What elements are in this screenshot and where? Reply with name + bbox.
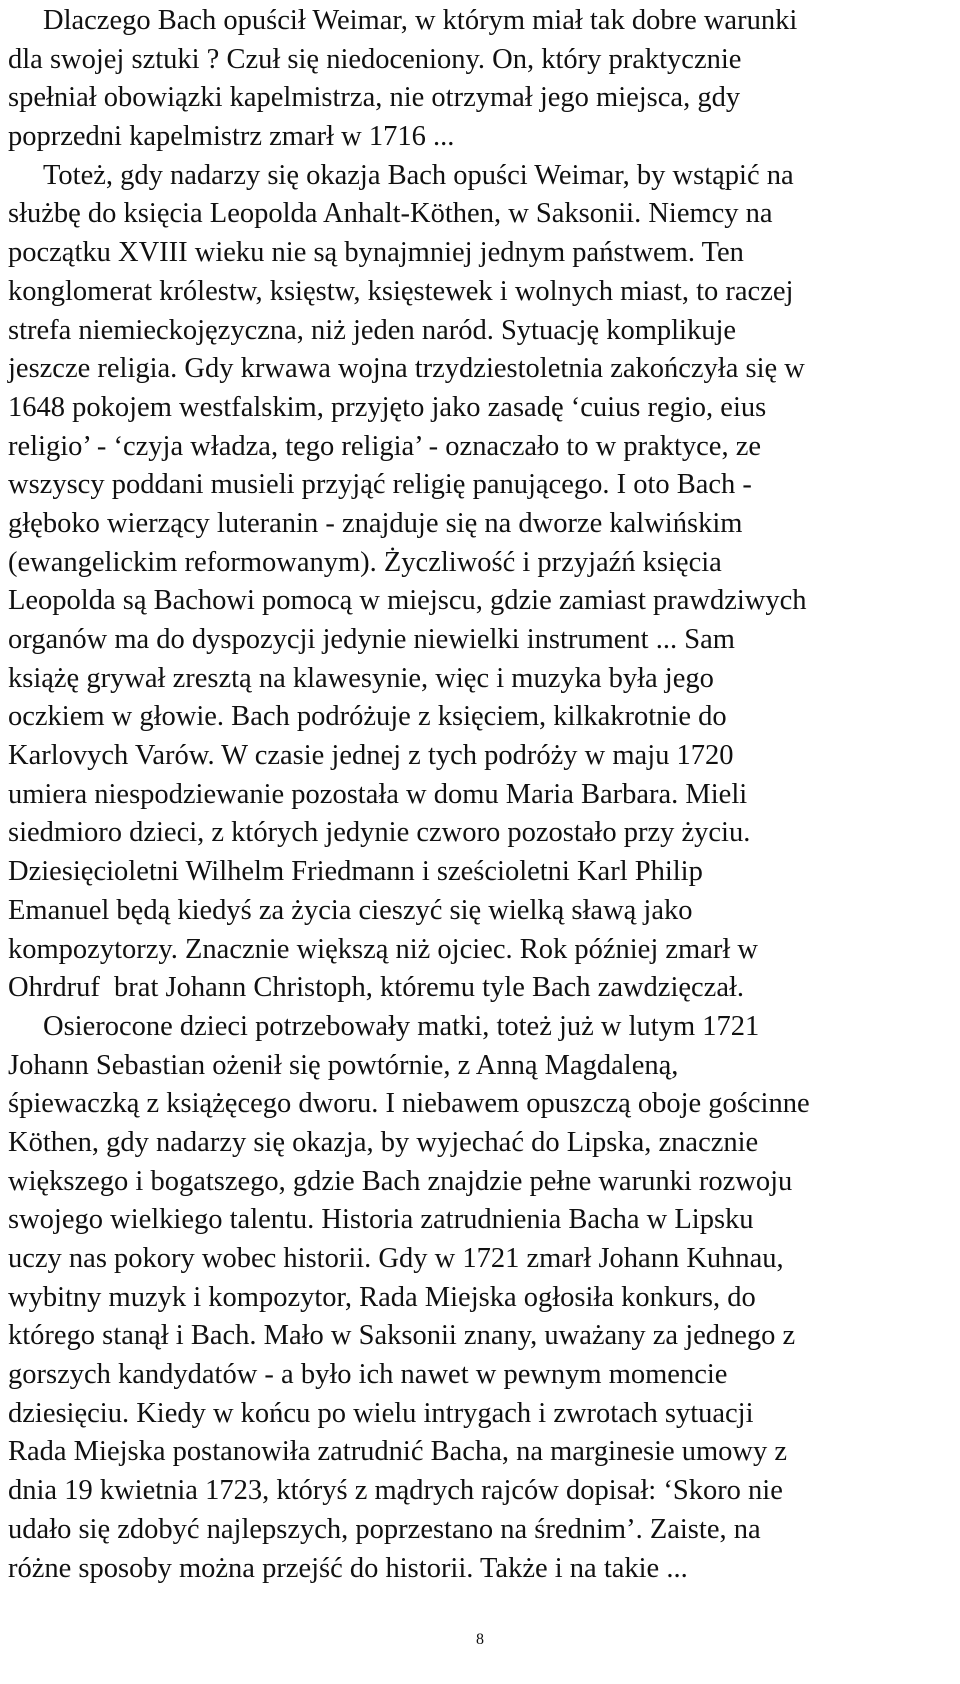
text-line: dziesięciu. Kiedy w końcu po wielu intrygach i zwrotach sytuacji: [8, 1397, 754, 1429]
text-line: śpiewaczką z książęcego dworu. I niebawem opuszczą oboje gościnne: [8, 1088, 810, 1120]
text-line: Johann Sebastian ożenił się powtórnie, z Anną Magdaleną,: [8, 1049, 679, 1081]
text-line: gorszych kandydatów - a było ich nawet w pewnym momencie: [8, 1359, 728, 1391]
text-line: początku XVIII wieku nie są bynajmniej jednym państwem. Ten: [8, 237, 744, 269]
text-line: dla swojej sztuki ? Czuł się niedoceniony. On, który praktycznie: [8, 43, 742, 75]
text-line: Dziesięcioletni Wilhelm Friedmann i sześcioletni Karl Philip: [8, 856, 703, 888]
text-line: Emanuel będą kiedyś za życia cieszyć się wielką sławą jako: [8, 894, 693, 926]
text-line: uczy nas pokory wobec historii. Gdy w 1721 zmarł Johann Kuhnau,: [8, 1243, 784, 1274]
text-line: udało się zdobyć najlepszych, poprzestano na średnim’. Zaiste, na: [8, 1513, 761, 1545]
text-line: Leopolda są Bachowi pomocą w miejscu, gdzie zamiast prawdziwych: [8, 585, 807, 617]
text-line: religio’ - ‘czyja władza, tego religia’ - oznaczało to w praktyce, ze: [8, 430, 761, 462]
text-line: swojego wielkiego talentu. Historia zatrudnienia Bacha w Lipsku: [8, 1204, 754, 1236]
text-line: konglomerat królestw, księstw, księstewek i wolnych miast, to raczej: [8, 275, 794, 307]
text-line: Ohrdruf brat Johann Christoph, któremu tyle Bach zawdzięczał.: [8, 972, 745, 1004]
text-line: Dlaczego Bach opuścił Weimar, w którym miał tak dobre warunki: [43, 5, 798, 36]
text-line: Osierocone dzieci potrzebowały matki, toteż już w lutym 1721: [43, 1010, 760, 1042]
text-line: służbę do księcia Leopolda Anhalt-Köthen, w Saksonii. Niemcy na: [8, 198, 773, 230]
text-line: strefa niemieckojęzyczna, niż jeden naród. Sytuację komplikuje: [8, 314, 737, 346]
text-line: oczkiem w głowie. Bach podróżuje z księciem, kilkakrotnie do: [8, 701, 727, 733]
text-line: którego stanął i Bach. Mało w Saksonii znany, uważany za jednego z: [8, 1320, 796, 1352]
text-line: Karlovych Varów. W czasie jednej z tych podróży w maju 1720: [8, 740, 734, 772]
text-line: większego i bogatszego, gdzie Bach znajdzie pełne warunki rozwoju: [8, 1165, 793, 1197]
text-line: (ewangelickim reformowanym). Życzliwość i przyjaźń księcia: [8, 546, 722, 578]
text-line: Rada Miejska postanowiła zatrudnić Bacha, na marginesie umowy z: [8, 1436, 788, 1468]
text-line: siedmioro dzieci, z których jedynie czworo pozostało przy życiu.: [8, 817, 751, 849]
text-line: poprzedni kapelmistrz zmarł w 1716 ...: [8, 121, 455, 153]
text-line: Köthen, gdy nadarzy się okazja, by wyjechać do Lipska, znacznie: [8, 1126, 759, 1158]
text-line: dnia 19 kwietnia 1723, któryś z mądrych rajców dopisał: ‘Skoro nie: [8, 1475, 783, 1507]
text-line: wszyscy poddani musieli przyjąć religię panującego. I oto Bach -: [8, 469, 752, 501]
page-number: 8: [476, 1631, 484, 1648]
text-line: spełniał obowiązki kapelmistrza, nie otrzymał jego miejsca, gdy: [8, 82, 741, 114]
text-line: różne sposoby można przejść do historii. Także i na takie ...: [8, 1552, 688, 1584]
text-line: organów ma do dyspozycji jedynie niewielki instrument ... Sam: [8, 624, 735, 655]
text-line: głęboko wierzący luteranin - znajduje się na dworze kalwińskim: [8, 507, 743, 539]
text-line: 1648 pokojem westfalskim, przyjęto jako zasadę ‘cuius regio, eius: [8, 391, 767, 423]
text-line: Toteż, gdy nadarzy się okazja Bach opuści Weimar, by wstąpić na: [43, 159, 794, 191]
text-line: książę grywał zresztą na klawesynie, więc i muzyka była jego: [8, 662, 714, 694]
text-line: umiera niespodziewanie pozostała w domu Maria Barbara. Mieli: [8, 778, 748, 810]
body-text: [8, 2, 954, 1588]
text-line: wybitny muzyk i kompozytor, Rada Miejska ogłosiła konkurs, do: [8, 1281, 756, 1313]
text-line: jeszcze religia. Gdy krwawa wojna trzydziestoletnia zakończyła się w: [8, 353, 805, 385]
text-line: kompozytorzy. Znacznie większą niż ojciec. Rok później zmarł w: [8, 933, 758, 965]
